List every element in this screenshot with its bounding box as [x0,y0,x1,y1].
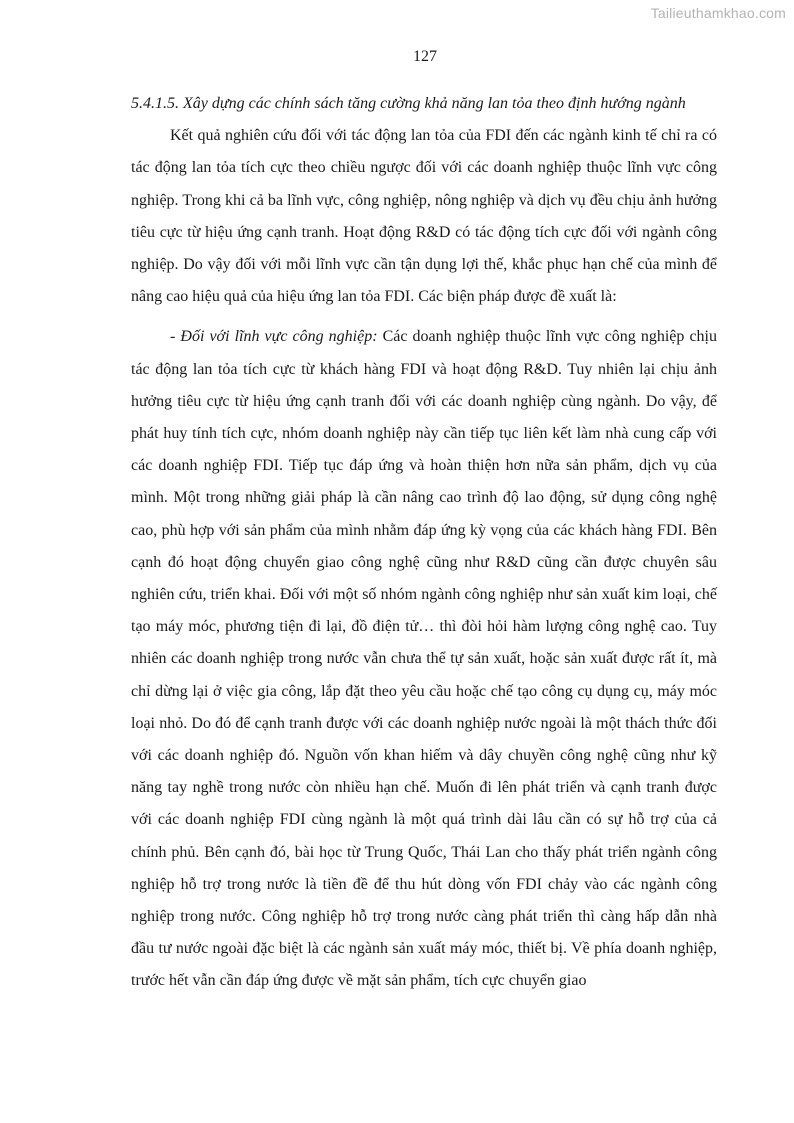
bullet-label: Đối với lĩnh vực công nghiệp: [180,328,378,346]
section-heading: 5.4.1.5. Xây dựng các chính sách tăng cường khả năng lan tỏa theo định hướng ngành [131,95,686,112]
bullet-text: Các doanh nghiệp thuộc lĩnh vực công nghiệp chịu tác động lan tỏa tích cực từ khách hàng FDI và hoạt động R&D. Tuy nhiên lại chịu ảnh hưởng tiêu cực từ hiệu ứng cạnh tranh đối với các doanh nghiệp cùng ngành. Do vậy, để phát huy tính tích cực, nhóm doanh nghiệp này cần tiếp tục liên kết làm nhà cung cấp với các doanh nghiệp FDI. Tiếp tục đáp ứng và hoàn thiện hơn nữa sản phẩm, dịch vụ của mình. Một trong những giải pháp là cần nâng cao trình độ lao động, sử dụng công nghệ cao, phù hợp với sản phẩm của mình nhằm đáp ứng kỳ vọng của các khách hàng FDI. Bên cạnh đó hoạt động chuyển giao công nghệ cũng như R&D cũng cần được chuyên sâu nghiên cứu, triển khai. Đối với một số nhóm ngành công nghiệp như sản xuất kim loại, chế tạo máy móc, phương tiện đi lại, đồ điện tử… thì đòi hỏi hàm lượng công nghệ cao. Tuy nhiên các doanh nghiệp trong nước vẫn chưa thể tự sản xuất, hoặc sản xuất được rất ít, mà chỉ dừng lại ở việc gia công, lắp đặt theo yêu cầu hoặc chế tạo công cụ dụng cụ, máy móc loại nhỏ. Do đó để cạnh tranh được với các doanh nghiệp nước ngoài là một thách thức đối với các doanh nghiệp đó. Nguồn vốn khan hiếm và dây chuyền công nghệ cũng như kỹ năng tay nghề trong nước còn nhiều hạn chế. Muốn đi lên phát triển và cạnh tranh được với các doanh nghiệp FDI cùng ngành là một quá trình dài lâu cần có sự hỗ trợ của cả chính phủ. Bên cạnh đó, bài học từ Trung Quốc, Thái Lan cho thấy phát triển ngành công nghiệp hỗ trợ trong nước là tiền đề để thu hút dòng vốn FDI chảy vào các ngành công nghiệp trong nước. Công nghiệp hỗ trợ trong nước càng phát triển thì càng hấp dẫn nhà đầu tư nước ngoài đặc biệt là các ngành sản xuất máy móc, thiết bị. Về phía doanh nghiệp, trước hết vẫn cần đáp ứng được về mặt sản phẩm, tích cực chuyển giao [131,328,717,990]
page-number: 127 [413,48,437,65]
document-body [131,88,717,998]
bullet-paragraph-industry [131,321,717,997]
bullet-marker: - [170,328,181,346]
watermark: Tailieuthamkhao.com [650,5,786,21]
paragraph-intro: Kết quả nghiên cứu đối với tác động lan tỏa của FDI đến các ngành kinh tế chỉ ra có tác động lan tỏa tích cực theo chiều ngược đối với các doanh nghiệp thuộc lĩnh vực công nghiệp. Trong khi cả ba lĩnh vực, công nghiệp, nông nghiệp và dịch vụ đều chịu ảnh hưởng tiêu cực từ hiệu ứng cạnh tranh. Hoạt động R&D có tác động tích cực đối với ngành công nghiệp. Do vậy đối với mỗi lĩnh vực cần tận dụng lợi thế, khắc phục hạn chế của mình để nâng cao hiệu quả của hiệu ứng lan tỏa FDI. Các biện pháp được đề xuất là: [131,127,717,306]
